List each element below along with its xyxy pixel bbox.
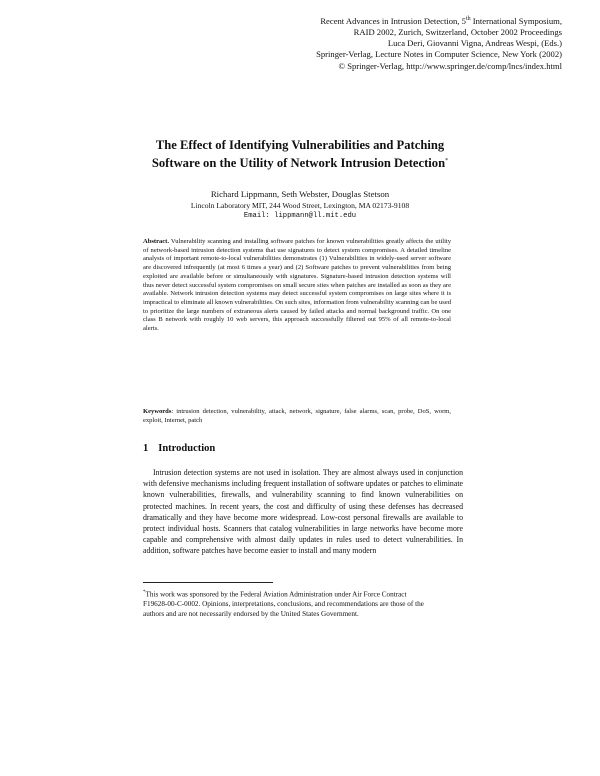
header-superscript: th xyxy=(465,16,471,22)
section-number: 1 xyxy=(143,443,149,454)
footnote-text: This work was sponsored by the Federal Aviation Administration under Air Force Contract F19628-00-C-0002. Opinions, interpretations, conclusions, and recommendations are those of the authors and are not necessarily endorsed by the United States Government. xyxy=(143,590,424,619)
header-line-2: RAID 2002, Zurich, Switzerland, October 2002 Proceedings xyxy=(353,27,562,38)
author-block xyxy=(60,189,540,222)
header-line-3: Luca Deri, Giovanni Vigna, Andreas Wespi, (Eds.) xyxy=(387,38,562,49)
footnote-divider xyxy=(143,582,273,583)
section-heading-introduction xyxy=(143,443,215,454)
section-title: Introduction xyxy=(158,443,216,454)
title-line-2: Software on the Utility of Network Intrusion Detection* xyxy=(151,156,449,171)
header-line-1: Recent Advances in Intrusion Detection, 5th International Symposium, xyxy=(320,15,562,26)
keywords-text: : intrusion detection, vulnerability, attack, network, signature, false alarms, scan, probe, DoS, worm, exploit, Internet, patch xyxy=(143,408,451,424)
title-footnote-mark: * xyxy=(445,158,449,164)
email-link[interactable]: lippmann@ll.mit.edu xyxy=(274,212,357,220)
author-names: Richard Lippmann, Seth Webster, Douglas Stetson xyxy=(210,189,390,199)
author-affiliation: Lincoln Laboratory MIT, 244 Wood Street, Lexington, MA 02173-9108 xyxy=(190,201,410,210)
abstract-label: Abstract. xyxy=(143,238,169,245)
paper-title xyxy=(60,137,540,171)
author-email: Email: lippmann@ll.mit.edu xyxy=(243,212,357,220)
abstract xyxy=(143,238,451,334)
publication-header xyxy=(142,14,562,72)
footnote xyxy=(143,588,428,619)
title-line-1: The Effect of Identifying Vulnerabilities and Patching xyxy=(155,138,445,152)
introduction-paragraph: Intrusion detection systems are not used in isolation. They are almost always used in conjunction with defensive mechanisms including frequent installation of software updates or patches to eliminate known vulnerabilities, firewalls, and vulnerability scanning to find known vulnerabilities on protected machines. In recent years, the cost and difficulty of using these defenses has decreased dramatically and they have become more widespread. Low-cost personal firewalls are available to protect individual hosts. Scanners that catalog vulnerabilities in large networks have become more capable and comprehensive with almost daily updates in rules used to detect vulnerabilities. In addition, software patches have become easier to install and many modern xyxy=(143,468,463,556)
footnote-mark: * xyxy=(143,590,146,595)
header-line-5: © Springer-Verlag, http://www.springer.de/comp/lncs/index.html xyxy=(338,60,562,71)
abstract-text: Vulnerability scanning and installing software patches for known vulnerabilities greatly affects the utility of network-based intrusion detection systems that use signatures to detect system compromises. A detailed timeline analysis of important remote-to-local vulnerabilities demonstrates (1) Vulnerabilities in widely-used server software are discovered infrequently (at most 6 times a year) and (2) Software patches to prevent vulnerabilities from being exploited are available before or simultaneously with signatures. Signature-based intrusion detection systems will thus never detect successful system compromises on small secure sites when patches are installed as soon as they are available. Network intrusion detection systems may detect successful system compromises on large sites where it is impractical to eliminate all known vulnerabilities. On such sites, information from vulnerability scanning can be used to prioritize the large numbers of extraneous alerts caused by failed attacks and normal background traffic. On one class B network with roughly 10 web servers, this approach successfully filtered out 95% of all remote-to-local alerts. xyxy=(143,238,451,333)
keywords-label: Keywords xyxy=(143,408,172,415)
keywords xyxy=(143,408,451,425)
header-line-4: Springer-Verlag, Lecture Notes in Computer Science, New York (2002) xyxy=(316,49,562,60)
